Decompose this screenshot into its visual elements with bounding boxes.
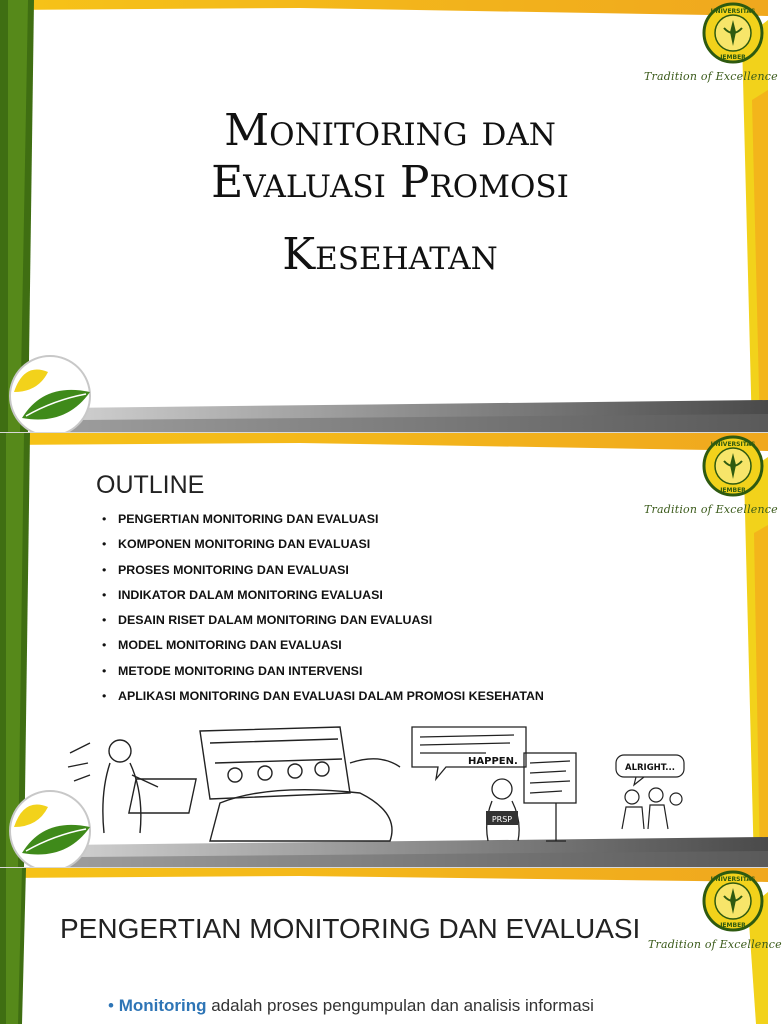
logo-text-top: UNIVERSITAS <box>710 441 756 448</box>
slide-outline <box>0 433 778 867</box>
outline-item: • PENGERTIAN MONITORING DAN EVALUASI <box>102 507 544 532</box>
speech-bubble-text: HAPPEN. <box>468 756 518 767</box>
cartoon-meeting-illustration <box>60 723 410 841</box>
bullet-dot: • <box>108 996 119 1015</box>
leaf-emblem <box>4 352 100 432</box>
sign-text: PRSP <box>491 815 513 824</box>
university-logo <box>700 435 766 497</box>
section-heading: PENGERTIAN MONITORING DAN EVALUASI <box>60 913 641 944</box>
logo-text-bottom: JEMBER <box>720 922 746 929</box>
outline-item: • APLIKASI MONITORING DAN EVALUASI DALAM PROMOSI KESEHATAN <box>102 684 544 709</box>
outline-item: • MODEL MONITORING DAN EVALUASI <box>102 633 544 658</box>
outline-item: • METODE MONITORING DAN INTERVENSI <box>102 659 544 684</box>
logo-text-top: UNIVERSITAS <box>710 876 756 883</box>
definition-keyword: Monitoring <box>118 996 207 1015</box>
cartoon-speech-illustration <box>406 723 586 843</box>
logo-text-bottom: JEMBER <box>720 487 746 494</box>
university-logo <box>700 2 766 64</box>
outline-item: • DESAIN RISET DALAM MONITORING DAN EVALUASI <box>102 608 544 633</box>
title-line-2: Evaluasi Promosi <box>211 157 569 208</box>
definition-paragraph <box>108 996 668 1016</box>
outline-list <box>102 507 544 709</box>
slide-background-decor <box>0 0 768 432</box>
title-line-3: Kesehatan <box>282 229 498 280</box>
slide-definition <box>0 868 782 1024</box>
outline-item: • KOMPONEN MONITORING DAN EVALUASI <box>102 532 544 557</box>
outline-item: • INDIKATOR DALAM MONITORING EVALUASI <box>102 583 544 608</box>
university-logo <box>700 870 766 932</box>
logo-text-bottom: JEMBER <box>720 54 746 61</box>
tagline: Tradition of Excellence <box>648 938 782 951</box>
tagline: Tradition of Excellence <box>644 70 778 83</box>
outline-item: • PROSES MONITORING DAN EVALUASI <box>102 558 544 583</box>
outline-heading: OUTLINE <box>96 471 205 499</box>
tagline: Tradition of Excellence <box>644 503 778 516</box>
title-line-1: Monitoring dan <box>224 105 556 156</box>
leaf-emblem <box>4 787 100 867</box>
logo-text-top: UNIVERSITAS <box>710 8 756 15</box>
alright-bubble-text: ALRIGHT... <box>625 763 675 773</box>
cartoon-alright-illustration <box>612 751 692 831</box>
slide-title <box>0 0 778 432</box>
definition-text: adalah proses pengumpulan dan analisis informasi <box>206 996 594 1015</box>
